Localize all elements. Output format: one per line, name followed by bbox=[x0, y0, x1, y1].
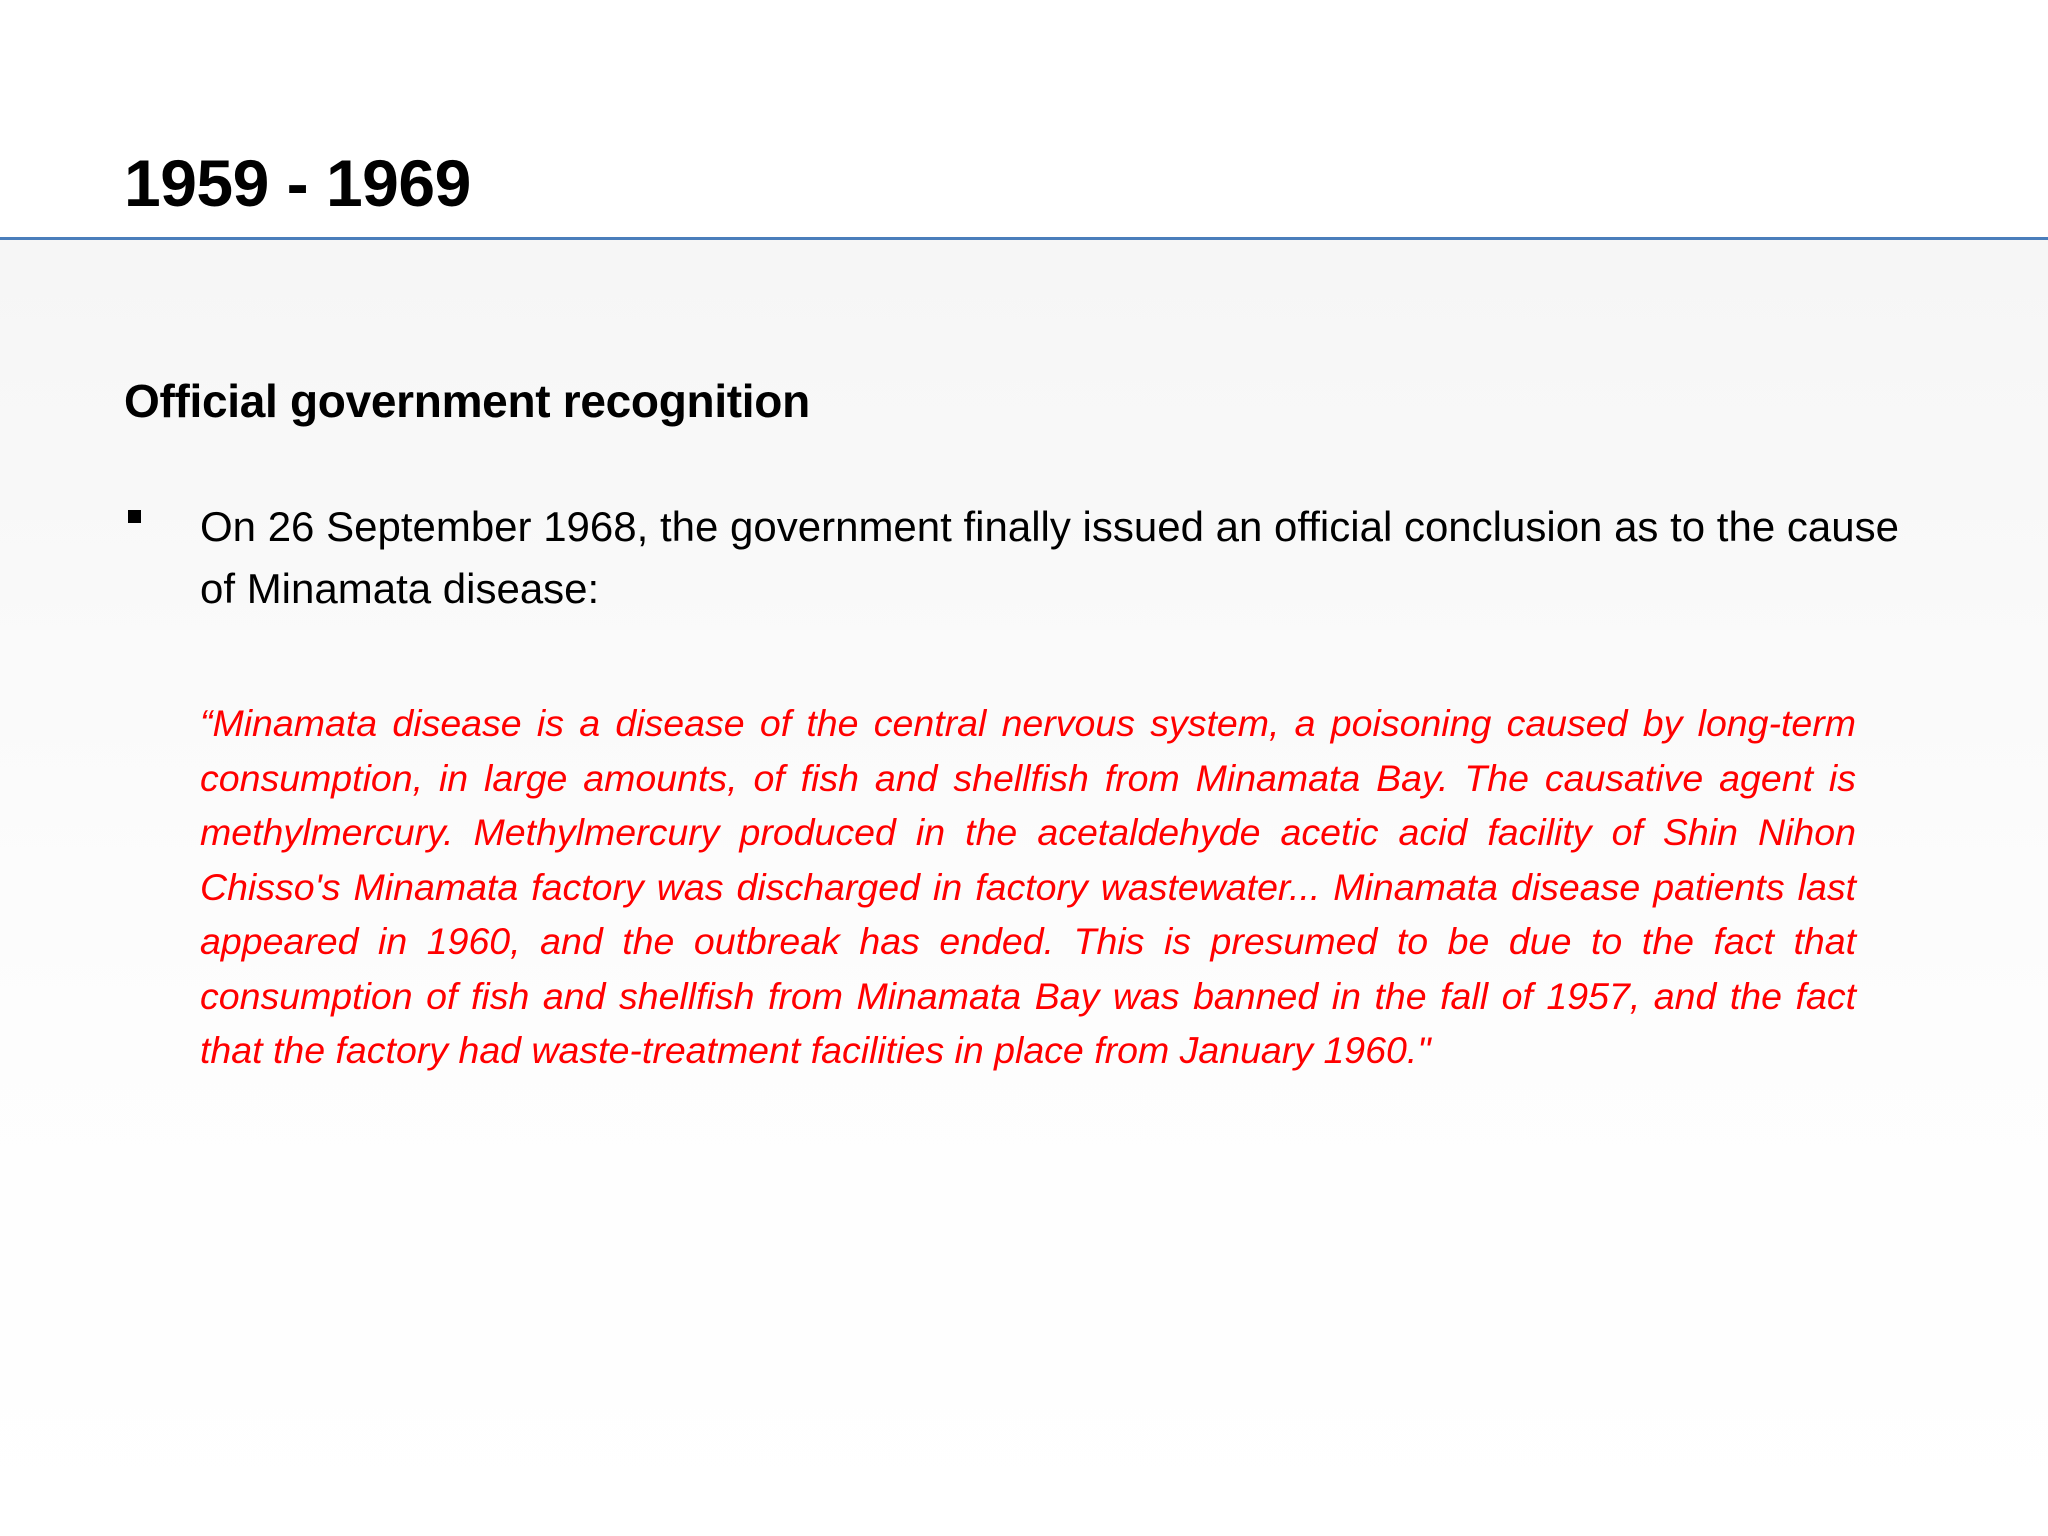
square-bullet-icon bbox=[128, 510, 141, 523]
title-divider bbox=[0, 237, 2048, 240]
bullet-text: On 26 September 1968, the government finally issued an official conclusion as to the cause of Minamata disease: bbox=[200, 503, 1899, 612]
official-conclusion-quote: “Minamata disease is a disease of the central nervous system, a poisoning caused by long-term consumption, in large amounts, of fish and shellfish from Minamata Bay. The causative agent is methylmercury. Methylmercury produced in the acetaldehyde acetic acid facility of Shin Nihon Chisso's Minamata factory was discharged in factory wastewater... Minamata disease patients last appeared in 1960, and the outbreak has ended. This is presumed to be due to the fact that consumption of fish and shellfish from Minamata Bay was banned in the fall of 1957, and the fact that the factory had waste-treatment facilities in place from January 1960." bbox=[200, 702, 1856, 1071]
section-heading: Official government recognition bbox=[124, 375, 810, 427]
slide-title: 1959 - 1969 bbox=[124, 146, 471, 220]
